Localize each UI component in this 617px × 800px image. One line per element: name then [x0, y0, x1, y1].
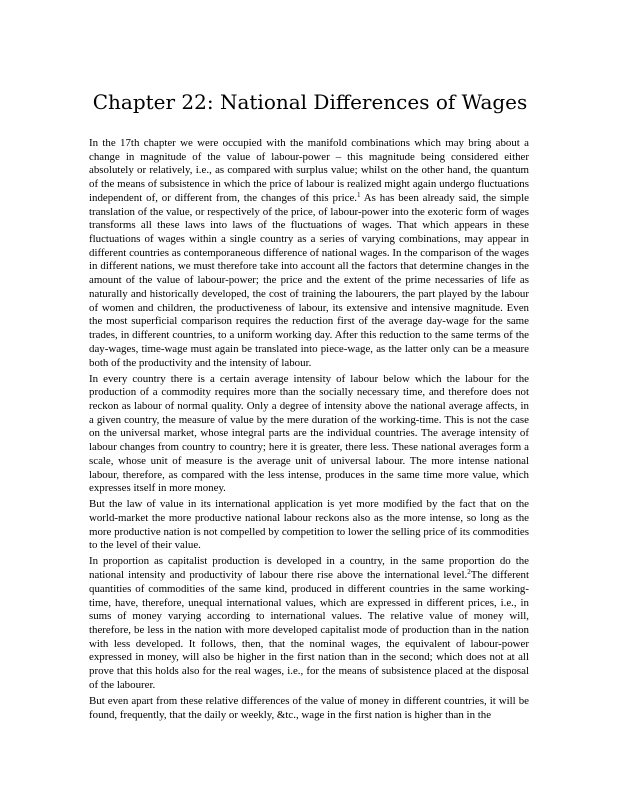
paragraph-1-text-before-footnote: In the 17th chapter we were occupied with the manifold combinations which may bring about a change in magnitude of the value of labour-power – this magnitude being considered either absolutely or relatively, i.e., as compared with surplus value; whilst on the other hand, the quantum of the means of subsistence in which the price of labour is realized might again undergo fluctuations independent of, or different from, the changes of this price. [89, 137, 529, 204]
chapter-body [89, 137, 529, 722]
paragraph-4 [89, 555, 529, 692]
paragraph-1-text-after-footnote: As has been already said, the simple translation of the value, or respectively of the price, of labour-power into the exoteric form of wages transforms all these laws into laws of the fluctuations of wages. That which appears in these fluctuations of wages within a single country as a series of varying combinations, may appear in different countries as contemporaneous difference of national wages. In the comparison of the wages in different nations, we must therefore take into account all the factors that determine changes in the amount of the value of labour-power; the price and the extent of the prime necessaries of life as naturally and historically developed, the cost of training the labourers, the part played by the labour of women and children, the productiveness of labour, its extensive and intensive magnitude. Even the most superficial comparison requires the reduction first of the average day-wage for the same trades, in different countries, to a uniform working day. After this reduction to the same terms of the day-wages, time-wage must again be translated into piece-wage, as the latter only can be a measure both of the productivity and the intensity of labour. [89, 191, 529, 369]
footnote-marker-1[interactable]: 1 [357, 190, 361, 199]
paragraph-5: But even apart from these relative differences of the value of money in different countries, it will be found, frequently, that the daily or weekly, &tc., wage in the first nation is higher than in the [89, 694, 529, 721]
chapter-title: Chapter 22: National Differences of Wages [92, 90, 528, 114]
paragraph-2: In every country there is a certain average intensity of labour below which the labour for the production of a commodity requires more than the socially necessary time, and therefore does not reckon as labour of normal quality. Only a degree of intensity above the national average affects, in a given country, the measure of value by the mere duration of the working-time. This is not the case on the universal market, whose integral parts are the individual countries. The average intensity of labour changes from country to country; here it is greater, there less. These national averages form a scale, whose unit of measure is the average unit of universal labour. The more intense national labour, therefore, as compared with the less intense, produces in the same time more value, which expresses itself in more money. [89, 372, 529, 495]
footnote-marker-2[interactable]: 2 [467, 568, 471, 577]
paragraph-4-text-before-footnote: In proportion as capitalist production is developed in a country, in the same proportion do the national intensity and productivity of labour there rise above the international level. [89, 555, 529, 582]
paragraph-4-text-after-footnote: The different quantities of commodities of the same kind, produced in different countries in the same working-time, have, therefore, unequal international values, which are expressed in different prices, i.e., in sums of money varying according to international values. The relative value of money will, therefore, be less in the nation with more developed capitalist mode of production than in the nation with less developed. It follows, then, that the nominal wages, the equivalent of labour-power expressed in money, will also be higher in the first nation than in the second; which does not at all prove that this holds also for the real wages, i.e., for the means of subsistence placed at the disposal of the labourer. [89, 569, 529, 691]
paragraph-3: But the law of value in its international application is yet more modified by the fact that on the world-market the more productive national labour reckons also as the more intense, so long as the more productive nation is not compelled by competition to lower the selling price of its commodities to the level of their value. [89, 498, 529, 552]
paragraph-1 [89, 137, 529, 370]
